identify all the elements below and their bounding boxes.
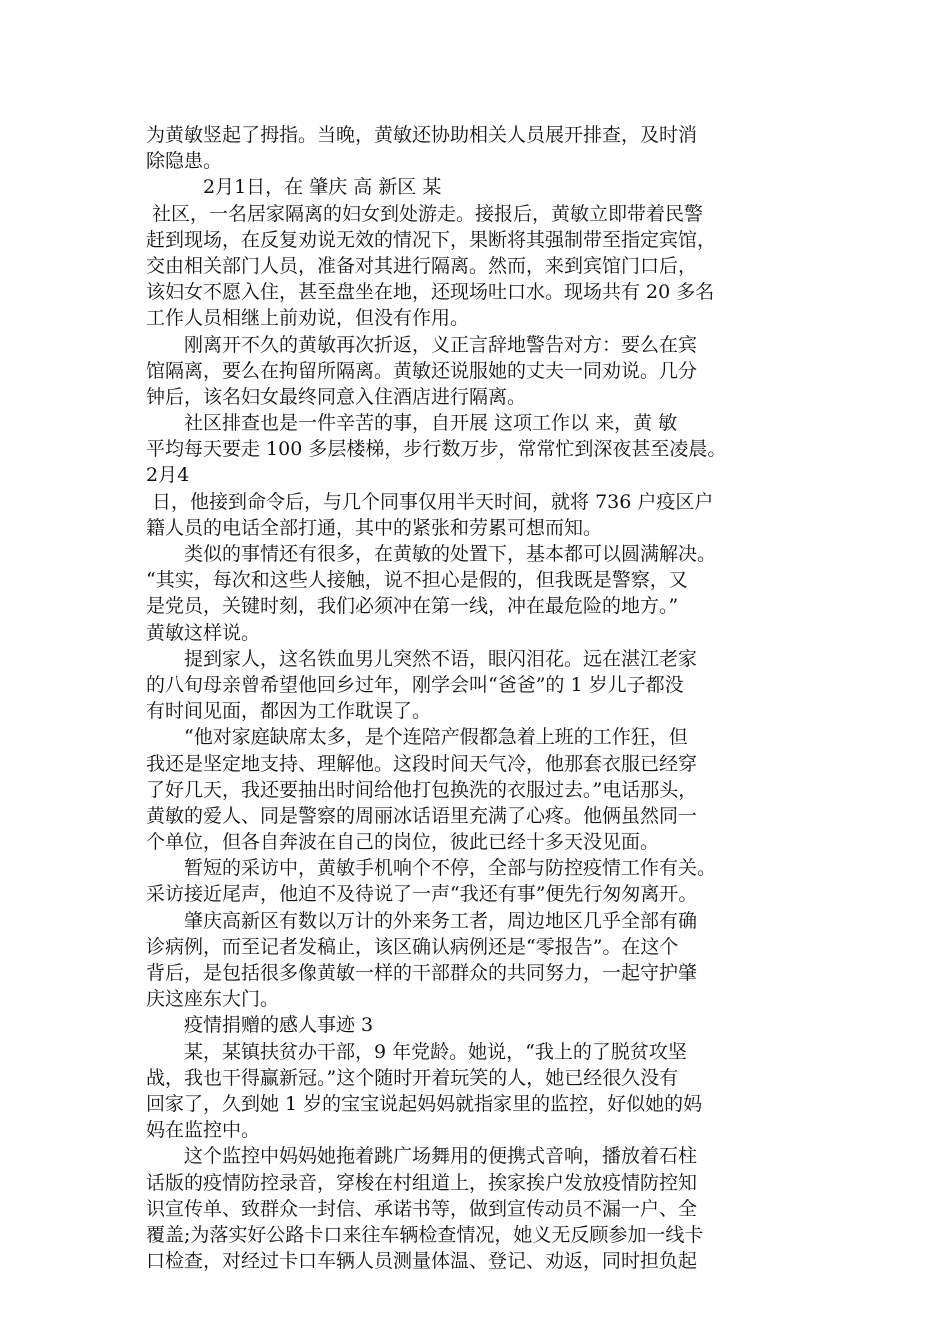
- text-line: 黄敏这样说。: [146, 621, 261, 644]
- text-line: 工作人员相继上前劝说，但没有作用。: [146, 307, 470, 330]
- text-line: 肇庆高新区有数以万计的外来务工者，周边地区几乎全部有确: [146, 909, 698, 932]
- text-line: 类似的事情还有很多，在黄敏的处置下，基本都可以圆满解决。: [146, 543, 717, 565]
- text-line: 馆隔离，要么在拘留所隔离。黄敏还说服她的丈夫一同劝说。几分: [146, 359, 698, 382]
- document-page: [146, 122, 826, 1274]
- text-line: 庆这座东大门。: [146, 988, 280, 1011]
- text-line: 平均每天要走 100 多层楼梯，步行数万步，常常忙到深夜甚至凌晨。: [146, 438, 727, 461]
- text-line: 识宣传单、致群众一封信、承诺书等，做到宣传动员不漏一户、全: [146, 1197, 698, 1220]
- text-line: 交由相关部门人员，准备对其进行隔离。然而，来到宾馆门口后，: [146, 254, 698, 277]
- text-line: 除隐患。: [146, 150, 223, 173]
- text-line: “其实，每次和这些人接触，说不担心是假的，但我既是警察，又: [146, 569, 688, 592]
- text-line: 为黄敏竖起了拇指。当晚，黄敏还协助相关人员展开排查，及时消: [146, 124, 698, 146]
- text-line: 刚离开不久的黄敏再次折返，义正言辞地警告对方：要么在宾: [146, 333, 698, 356]
- text-line: 该妇女不愿入住，甚至盘坐在地，还现场吐口水。现场共有 20 多名: [146, 281, 715, 304]
- text-line: 背后，是包括很多像黄敏一样的干部群众的共同努力，一起守护肇: [146, 962, 698, 984]
- text-line: 战，我也干得赢新冠。”这个随时开着玩笑的人，她已经很久没有: [146, 1066, 679, 1089]
- text-line: 话版的疫情防控录音，穿梭在村组道上，挨家挨户发放疫情防控知: [146, 1171, 698, 1194]
- text-line: 黄敏的爱人、同是警察的周丽冰话语里充满了心疼。他俩虽然同一: [146, 804, 698, 827]
- text-line: 有时间见面，都因为工作耽误了。: [146, 700, 432, 723]
- text-line: 2月1日，在 肇庆 高 新区 某: [146, 176, 442, 199]
- text-line: 的八旬母亲曾希望他回乡过年，刚学会叫“爸爸”的 1 岁儿子都没: [146, 673, 684, 696]
- text-line: 了好几天，我还要抽出时间给他打包换洗的衣服过去。”电话那头，: [146, 778, 698, 801]
- text-line: 采访接近尾声，他迫不及待说了一声“我还有事”便先行匆匆离开。: [146, 883, 698, 906]
- text-line: 某，某镇扶贫办干部，9 年党龄。她说，“我上的了脱贫攻坚: [146, 1040, 687, 1063]
- text-line: 社区排查也是一件辛苦的事，自开展 这项工作以 来，黄 敏: [146, 412, 678, 435]
- text-line: 钟后，该名妇女最终同意入住酒店进行隔离。: [146, 385, 527, 408]
- text-line: 籍人员的电话全部打通，其中的紧张和劳累可想而知。: [146, 516, 603, 539]
- text-line: 回家了，久到她 1 岁的宝宝说起妈妈就指家里的监控，好似她的妈: [146, 1092, 703, 1115]
- text-line: 诊病例，而至记者发稿止，该区确认病例还是“零报告”。在这个: [146, 935, 679, 958]
- text-line: 提到家人，这名铁血男儿突然不语，眼闪泪花。远在湛江老家: [146, 647, 698, 670]
- text-line: 社区，一名居家隔离的妇女到处游走。接报后，黄敏立即带着民警: [146, 202, 704, 225]
- text-line: 覆盖;为落实好公路卡口来往车辆检查情况，她义无反顾参加一线卡: [146, 1223, 704, 1246]
- text-line: 妈在监控中。: [146, 1119, 261, 1142]
- text-line: 暂短的采访中，黄敏手机响个不停，全部与防控疫情工作有关。: [146, 857, 717, 880]
- text-line: 2月4: [146, 464, 190, 487]
- text-line: “他对家庭缺席太多，是个连陪产假都急着上班的工作狂，但: [146, 726, 688, 749]
- section-heading: 疫情捐赠的感人事迹 3: [146, 1014, 374, 1037]
- text-line: 日，他接到命令后，与几个同事仅用半天时间，就将 736 户疫区户: [146, 490, 714, 513]
- text-line: 是党员，关键时刻，我们必须冲在第一线，冲在最危险的地方。”: [146, 595, 679, 618]
- text-line: 个单位，但各自奔波在自己的岗位，彼此已经十多天没见面。: [146, 831, 660, 854]
- text-line: 这个监控中妈妈她拖着跳广场舞用的便携式音响，播放着石柱: [146, 1145, 698, 1168]
- text-line: 口检查，对经过卡口车辆人员测量体温、登记、劝返，同时担负起: [146, 1250, 698, 1273]
- text-line: 我还是坚定地支持、理解他。这段时间天气冷，他那套衣服已经穿: [146, 752, 698, 775]
- text-line: 赶到现场，在反复劝说无效的情况下，果断将其强制带至指定宾馆，: [146, 228, 717, 251]
